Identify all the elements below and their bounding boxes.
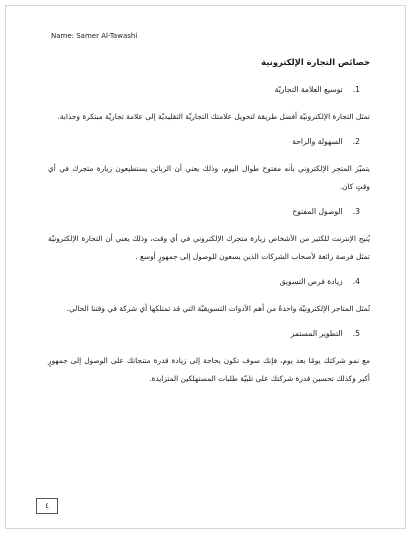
section-heading-text: الوصول المفتوح — [292, 207, 343, 216]
section-heading-text: السهولة والراحة — [292, 137, 343, 146]
section-paragraph: يتميّز المتجر الإلكتروني بأنه مفتوح طوال اليوم، وذلك يعني أن الزبائن يستطيعون زيارة متجرك في أي وقتٍ كان. — [48, 164, 370, 191]
section-heading-text: توسيع العلامة التجاريّة — [274, 85, 343, 94]
section-number: 5. — [352, 329, 360, 338]
section-5 — [48, 328, 370, 388]
section-paragraph: مع نمو شركتك يومًا بعد يوم، فإنك سوف تكون بحاجة إلى زيادة قدرة متنجاتك على الوصول إلى جمهورٍ أكبر وكذلك تحسين قدرة شركتك على تلبيّة طلبات المستهلكين المتزايدة. — [48, 356, 370, 383]
document-page — [5, 5, 406, 529]
document-title: خصائص التجارة الإلكترونية — [261, 57, 370, 67]
section-heading — [48, 84, 370, 96]
section-4 — [48, 276, 370, 318]
author-name: Name: Samer Al-Tawashi — [51, 32, 138, 40]
section-paragraph: تمثل التجارة الإلكترونيّة أفضل طريقة لتحويل علامتك التجاريّة التقليديّة إلى علامة تجاريّة مبتكرة وجذابة. — [57, 112, 370, 121]
section-heading — [48, 328, 370, 340]
section-1 — [48, 84, 370, 126]
section-number: 1. — [352, 85, 360, 94]
section-heading-text: التطوير المستمر — [290, 329, 343, 338]
page-number: ٤ — [36, 498, 58, 514]
section-paragraph: تُمثل المتاجر الإلكترونيّة واحدةً من أهم الأدوات التسويقيّة التي قد تمتلكها أي شركة في وقتنا الحالي. — [66, 304, 370, 313]
section-heading-text: زيادة فرص التسويق — [279, 277, 343, 286]
section-paragraph: يُتيح الإنترنت للكثير من الأشخاص زيارة متجرك الإلكتروني في أي وقت، وذلك يعني أن التجارة الإلكترونيّة تمثل فرصة رائعة لأصحاب الشركات الذين يسعون للوصول إلى جمهورٍ أوسع . — [48, 234, 370, 261]
section-heading — [48, 276, 370, 288]
section-heading — [48, 206, 370, 218]
section-2 — [48, 136, 370, 196]
section-number: 4. — [352, 277, 360, 286]
section-heading — [48, 136, 370, 148]
section-3 — [48, 206, 370, 266]
document-body — [48, 56, 370, 398]
section-number: 2. — [352, 137, 360, 146]
section-number: 3. — [352, 207, 360, 216]
